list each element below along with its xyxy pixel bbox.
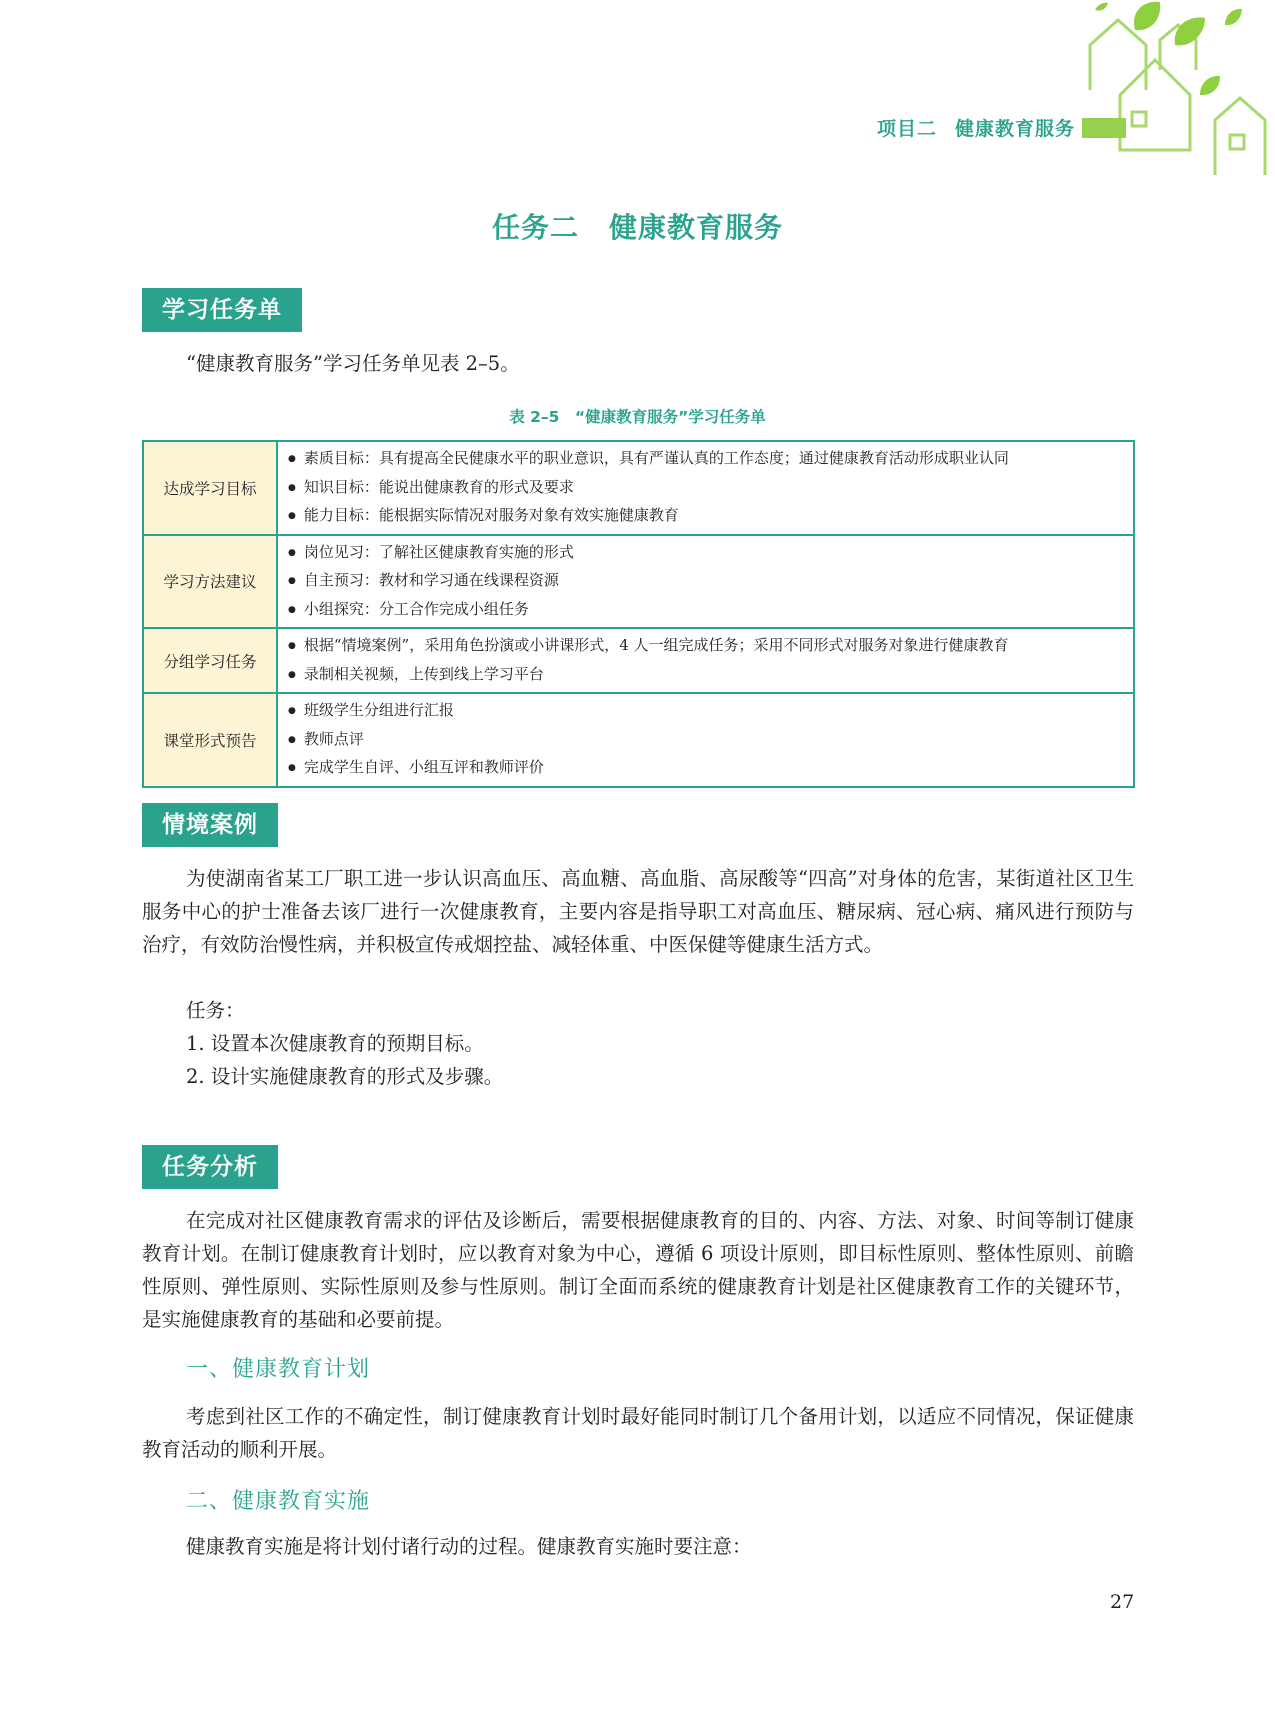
table-row [143, 535, 1134, 629]
leaf-icon [1225, 9, 1242, 25]
running-header [877, 114, 1075, 141]
list-item: ● 完成学生自评、小组互评和教师评价 [288, 754, 1123, 783]
table-caption: 表 2–5 “健康教育服务”学习任务单 [509, 408, 766, 426]
leaf-icon [1134, 2, 1160, 30]
page-number: 27 [1110, 1591, 1135, 1613]
study-sheet-intro: “健康教育服务”学习任务单见表 2–5。 [186, 352, 520, 375]
list-item: ● 录制相关视频，上传到线上学习平台 [288, 661, 1123, 690]
list-item: ● 素质目标：具有提高全民健康水平的职业意识，具有严谨认真的工作态度；通过健康教育活动形成职业认同 [288, 445, 1123, 474]
section-heading-case: 情境案例 [142, 803, 278, 847]
list-item: ● 班级学生分组进行汇报 [288, 697, 1123, 726]
table-row [143, 441, 1134, 535]
page-title [0, 206, 1275, 246]
leaf-icon [1200, 76, 1220, 95]
study-task-table [142, 440, 1135, 788]
leaf-icon [1095, 3, 1108, 11]
analysis-body: 在完成对社区健康教育需求的评估及诊断后，需要根据健康教育的目的、内容、方法、对象、时间等制订健康教育计划。在制订健康教育计划时，应以教育对象为中心，遵循 6 项设计原则，即目标性原则、整体性原则、前瞻性原则、弹性原则、实际性原则及参与性原则。制订全面而系统的健康教育计划是社区健康教育工作的关键环节，是实施健康教育的基础和必要前提。 [142, 1209, 1134, 1331]
row-label: 学习方法建议 [143, 535, 277, 629]
subheading-implementation: 二、健康教育实施 [186, 1489, 371, 1514]
task-label: 任务二 [491, 211, 579, 244]
list-item: ● 小组探究：分工合作完成小组任务 [288, 596, 1123, 625]
table-row [143, 628, 1134, 693]
case-body: 为使湖南省某工厂职工进一步认识高血压、高血糖、高血脂、高尿酸等“四高”对身体的危害，某街道社区卫生服务中心的护士准备去该厂进行一次健康教育，主要内容是指导职工对高血压、糖尿病、冠心病、痛风进行预防与治疗，有效防治慢性病，并积极宣传戒烟控盐、减轻体重、中医保健等健康生活方式。 [142, 867, 1134, 956]
project-label: 项目二 [876, 118, 937, 140]
house-outline-icon [1120, 60, 1190, 150]
section-heading-study-sheet: 学习任务单 [142, 288, 302, 332]
implementation-body: 健康教育实施是将计划付诸行动的过程。健康教育实施时要注意： [186, 1535, 752, 1558]
case-task-item: 1. 设置本次健康教育的预期目标。 [186, 1032, 484, 1055]
header-decoration [1060, 0, 1275, 175]
task-name: 健康教育服务 [609, 211, 784, 244]
case-task-label: 任务： [186, 999, 245, 1022]
row-label: 课堂形式预告 [143, 693, 277, 787]
section-heading-analysis: 任务分析 [142, 1145, 278, 1189]
list-item: ● 自主预习：教材和学习通在线课程资源 [288, 567, 1123, 596]
header-accent-bar [1082, 118, 1126, 138]
list-item: ● 岗位见习：了解社区健康教育实施的形式 [288, 539, 1123, 568]
house-outline-icon [1215, 98, 1265, 175]
row-label: 达成学习目标 [143, 441, 277, 535]
project-title: 健康教育服务 [954, 118, 1075, 140]
plan-body: 考虑到社区工作的不确定性，制订健康教育计划时最好能同时制订几个备用计划，以适应不同情况，保证健康教育活动的顺利开展。 [142, 1405, 1134, 1461]
table-row [143, 693, 1134, 787]
leaf-icon [1175, 17, 1205, 45]
row-label: 分组学习任务 [143, 628, 277, 693]
list-item: ● 能力目标：能根据实际情况对服务对象有效实施健康教育 [288, 502, 1123, 531]
subheading-plan: 一、健康教育计划 [186, 1357, 371, 1382]
list-item: ● 教师点评 [288, 726, 1123, 755]
case-task-item: 2. 设计实施健康教育的形式及步骤。 [186, 1065, 504, 1088]
list-item: ● 知识目标：能说出健康教育的形式及要求 [288, 474, 1123, 503]
list-item: ● 根据“情境案例”，采用角色扮演或小讲课形式，4 人一组完成任务；采用不同形式对服务对象进行健康教育 [288, 632, 1123, 661]
